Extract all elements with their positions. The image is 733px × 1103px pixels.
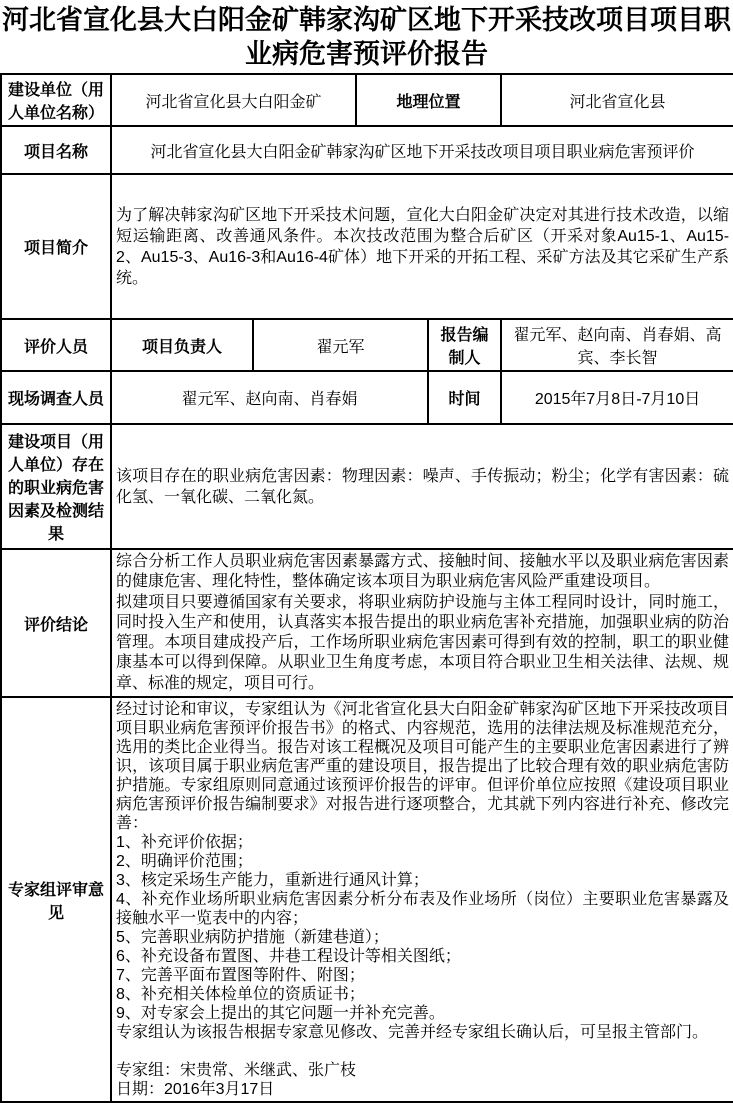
project-leader-label: 项目负责人 [111,319,253,371]
geo-location-label: 地理位置 [356,74,501,126]
expert-review-item-3: 3、核定采场生产能力，重新进行通风计算； [116,872,429,890]
time-value: 2015年7月8日-7月10日 [501,371,733,424]
conclusion-value [111,549,733,697]
row-project-name [1,126,733,174]
expert-review-item-7: 7、完善平面布置图等附件、附图； [116,967,365,985]
expert-review-item-6: 6、补充设备布置图、井巷工程设计等相关图纸； [116,948,461,966]
row-expert-review [1,697,733,1102]
expert-review-blank-line [116,1042,729,1061]
expert-review-date: 日期：2016年3月17日 [116,1081,275,1099]
document-title: 河北省宣化县大白阳金矿韩家沟矿区地下开采技改项目项目职业病危害预评价报告 [2,5,731,69]
expert-review-closing: 专家组认为该报告根据专家意见修改、完善并经专家组长确认后，可呈报主管部门。 [116,1024,709,1042]
conclusion-paragraph: 拟建项目只要遵循国家有关要求，将职业病防护设施与主体工程同时设计，同时施工，同时投入生产和使用，认真落实本报告提出的职业病危害补充措施，加强职业病的防治管理。本项目建成投产后，工作场所职业病危害因素可得到有效的控制，职工的职业健康基本可以得到保障。从职业卫生角度考虑，本项目符合职业卫生相关法律、法规、规章、标准的规定，项目可行。 [116,593,730,692]
project-leader-value: 翟元军 [253,319,428,371]
time-label: 时间 [428,371,501,424]
project-brief-label: 项目简介 [1,174,111,319]
expert-review-item-1: 1、补充评价依据； [116,834,253,852]
hazard-factors-value: 该项目存在的职业病危害因素：物理因素：噪声、手传振动；粉尘；化学有害因素：硫化氢、一氧化碳、二氧化氮。 [111,424,733,549]
row-project-brief [1,174,733,319]
report-table [0,73,733,1103]
project-name-label: 项目名称 [1,126,111,174]
row-evaluators [1,319,733,371]
site-survey-value: 翟元军、赵向南、肖春娟 [111,371,428,424]
project-name-value: 河北省宣化县大白阳金矿韩家沟矿区地下开采技改项目项目职业病危害预评价 [111,126,733,174]
row-site-survey [1,371,733,424]
expert-review-item-4: 4、补充作业场所职业病危害因素分析分布表及作业场所（岗位）主要职业危害暴露及接触水平一览表中的内容； [116,891,730,928]
expert-review-value [111,697,733,1102]
construction-unit-label: 建设单位（用人单位名称） [1,74,111,126]
expert-review-item-2: 2、明确评价范围； [116,853,253,871]
hazard-factors-label: 建设项目（用人单位）存在的职业病危害因素及检测结果 [1,424,111,549]
expert-review-item-8: 8、补充相关体检单位的资质证书； [116,986,365,1004]
construction-unit-value: 河北省宣化县大白阳金矿 [111,74,356,126]
conclusion-label: 评价结论 [1,549,111,697]
row-construction-unit [1,74,733,126]
conclusion-paragraph: 综合分析工作人员职业病危害因素暴露方式、接触时间、接触水平以及职业病危害因素的健康危害、理化特性，整体确定该本项目为职业病危害风险严重建设项目。 [116,553,730,591]
geo-location-value: 河北省宣化县 [501,74,733,126]
report-compilers-value: 翟元军、赵向南、肖春娟、高宾、李长智 [501,319,733,371]
expert-review-label: 专家组评审意见 [1,697,111,1102]
expert-review-item-9: 9、对专家会上提出的其它问题一并补充完善。 [116,1005,445,1023]
site-survey-label: 现场调查人员 [1,371,111,424]
row-conclusion [1,549,733,697]
report-compilers-label: 报告编制人 [428,319,501,371]
expert-group-names: 专家组：宋贵常、米继武、张广枝 [116,1062,357,1080]
row-hazard-factors [1,424,733,549]
project-brief-value: 为了解决韩家沟矿区地下开采技术问题，宣化大白阳金矿决定对其进行技术改造，以缩短运输距离、改善通风条件。本次技改范围为整合后矿区（开采对象Au15-1、Au15-2、Au15-3、Au16-3和Au16-4矿体）地下开采的开拓工程、采矿方法及其它采矿生产系统。 [111,174,733,319]
evaluators-label: 评价人员 [1,319,111,371]
expert-review-intro: 经过讨论和审议，专家组认为《河北省宣化县大白阳金矿韩家沟矿区地下开采技改项目项目职业病危害预评价报告书》的格式、内容规范，选用的法律法规及标准规范充分，选用的类比企业得当。报告对该工程概况及项目可能产生的主要职业危害因素进行了辨识，该项目属于职业病危害严重的建设项目，报告提出了比较合理有效的职业病危害防护措施。专家组原则同意通过该预评价报告的评审。但评价单位应按照《建设项目职业病危害预评价报告编制要求》对报告进行逐项整合，尤其就下列内容进行补充、修改完善： [116,701,730,833]
expert-review-item-5: 5、完善职业病防护措施（新建巷道）； [116,929,389,947]
